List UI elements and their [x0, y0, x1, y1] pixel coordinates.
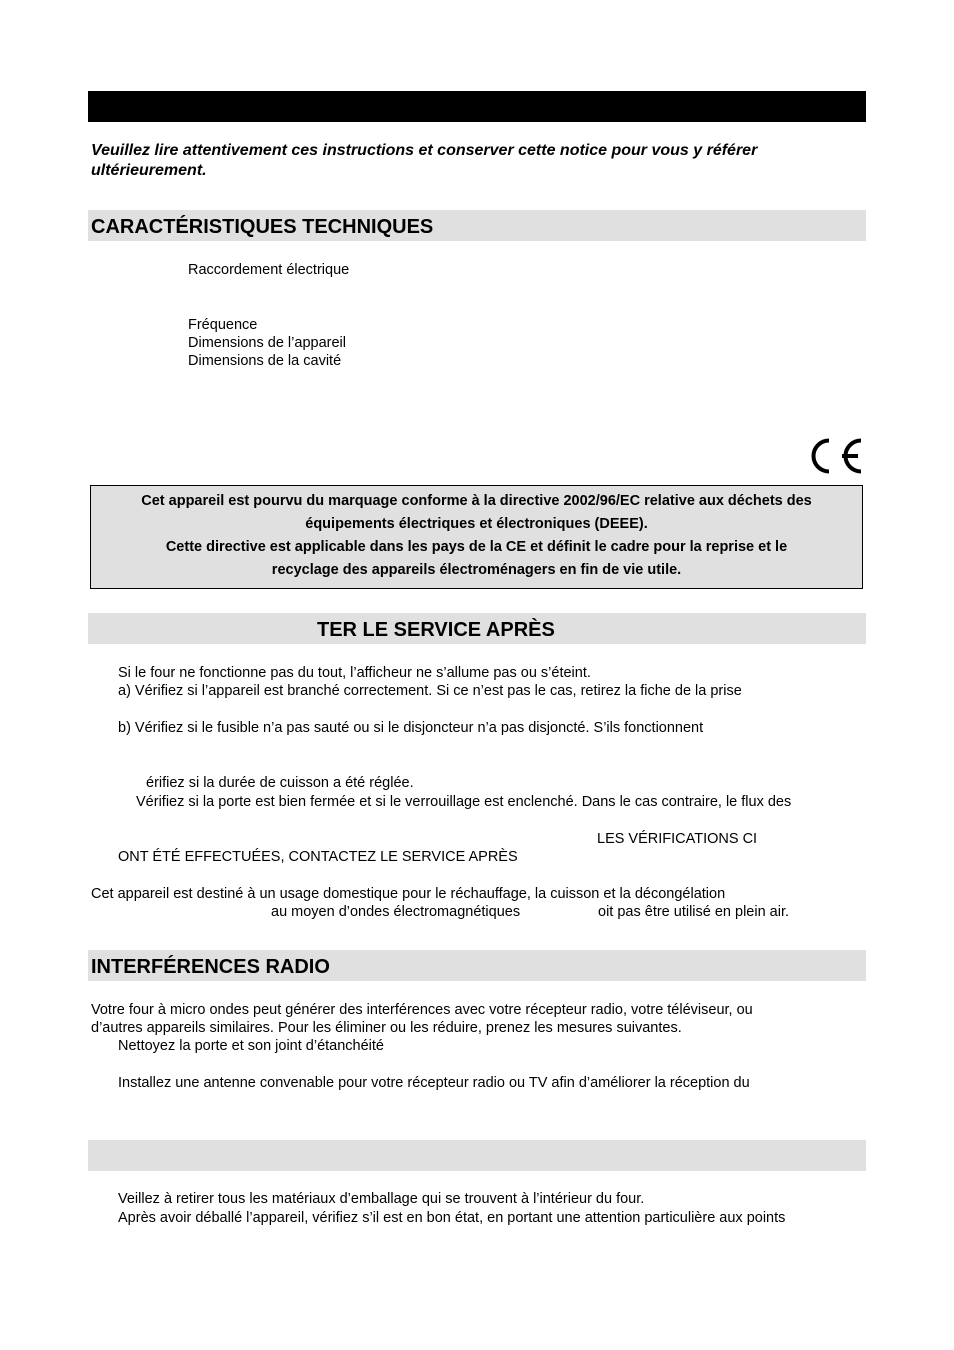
section-title: TER LE SERVICE APRÈS	[317, 619, 555, 641]
spec-label-frequency: Fréquence	[188, 317, 258, 333]
service-text-line: Vérifiez si la porte est bien fermée et si le verrouillage est enclenché. Dans le cas contraire, le flux des	[136, 794, 792, 810]
spec-label-appliance-dimensions: Dimensions de l’appareil	[188, 335, 346, 351]
install-text-line: Veillez à retirer tous les matériaux d’emballage qui se trouvent à l’intérieur du four.	[118, 1191, 645, 1207]
weee-notice-box	[90, 485, 863, 589]
ce-mark-logo	[805, 436, 865, 476]
section-header-service	[88, 613, 866, 644]
service-text-line: ONT ÉTÉ EFFECTUÉES, CONTACTEZ LE SERVICE APRÈS	[118, 849, 518, 865]
spec-label-cavity-dimensions: Dimensions de la cavité	[188, 353, 342, 369]
service-text-line: b) Vérifiez si le fusible n’a pas sauté ou si le disjoncteur n’a pas disjoncté. S’ils fonctionnent	[118, 720, 704, 736]
header-bar	[88, 91, 866, 122]
service-text-line: LES VÉRIFICATIONS CI	[597, 831, 758, 847]
section-header-radio	[88, 950, 866, 981]
notice-line: Cette directive est applicable dans les pays de la CE et définit le cadre pour la reprise et le	[165, 539, 788, 555]
usage-text-line: oit pas être utilisé en plein air.	[598, 904, 790, 920]
section-header-install	[88, 1140, 866, 1171]
install-text-line: Après avoir déballé l’appareil, vérifiez s’il est en bon état, en portant une attention particulière aux points	[118, 1210, 786, 1226]
intro-line: ultérieurement.	[91, 162, 207, 179]
spec-label-power: Raccordement électrique	[188, 262, 350, 278]
service-text-line: érifiez si la durée de cuisson a été réglée.	[146, 775, 414, 791]
radio-text-line: Nettoyez la porte et son joint d’étanchéité	[118, 1038, 384, 1054]
section-header-specs	[88, 210, 866, 241]
radio-text-line: Installez une antenne convenable pour votre récepteur radio ou TV afin d’améliorer la réception du	[118, 1075, 750, 1091]
notice-line: recyclage des appareils électroménagers en fin de vie utile.	[271, 562, 682, 578]
section-title: INTERFÉRENCES RADIO	[91, 956, 330, 978]
usage-text-line: au moyen d’ondes électromagnétiques	[271, 904, 521, 920]
intro-text	[91, 141, 861, 181]
section-title: CARACTÉRISTIQUES TECHNIQUES	[91, 216, 434, 238]
notice-line: équipements électriques et électroniques (DEEE).	[305, 516, 648, 532]
usage-text-line: Cet appareil est destiné à un usage domestique pour le réchauffage, la cuisson et la décongélation	[91, 886, 726, 902]
intro-line: Veuillez lire attentivement ces instructions et conserver cette notice pour vous y référer	[91, 142, 758, 159]
service-text-line: Si le four ne fonctionne pas du tout, l’afficheur ne s’allume pas ou s’éteint.	[118, 665, 591, 681]
notice-line: Cet appareil est pourvu du marquage conforme à la directive 2002/96/EC relative aux déchets des	[141, 493, 812, 509]
service-text-line: a) Vérifiez si l’appareil est branché correctement. Si ce n’est pas le cas, retirez la fiche de la prise	[118, 683, 742, 699]
radio-text-line: d’autres appareils similaires. Pour les éliminer ou les réduire, prenez les mesures suivantes.	[91, 1020, 682, 1036]
radio-text-line: Votre four à micro ondes peut générer des interférences avec votre récepteur radio, votre téléviseur, ou	[91, 1002, 753, 1018]
